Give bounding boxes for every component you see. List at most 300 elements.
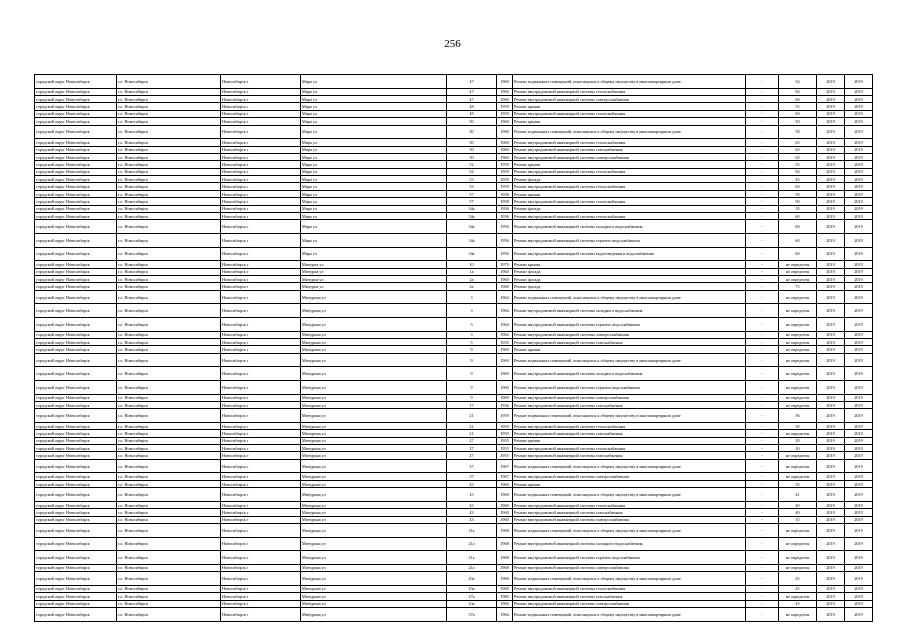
- house-number-cell: 34а: [447, 205, 497, 212]
- plan-year-start-cell: 2019: [817, 480, 845, 487]
- house-number-cell: 50: [447, 125, 497, 139]
- table-row: [35, 488, 873, 502]
- city-cell: Новосибирск г: [221, 394, 301, 401]
- city-cell: Новосибирск г: [221, 234, 301, 248]
- plan-year-start-cell: 2019: [817, 161, 845, 168]
- street-cell: Мира ул: [301, 153, 447, 160]
- wear-percent-cell: 54: [779, 75, 817, 89]
- plan-year-end-cell: 2019: [845, 422, 873, 429]
- dash-cell: -: [746, 146, 779, 153]
- dash-cell: -: [746, 125, 779, 139]
- dash-cell: -: [746, 317, 779, 331]
- city-cell: Новосибирск г: [221, 290, 301, 304]
- dash-cell: -: [746, 537, 779, 551]
- table-row: [35, 380, 873, 394]
- house-number-cell: 3: [447, 304, 497, 318]
- street-cell: Мира ул: [301, 125, 447, 139]
- district-cell: г.о. Новосибирск: [117, 198, 221, 205]
- plan-year-end-cell: 2019: [845, 183, 873, 190]
- build-year-cell: 1960: [497, 501, 513, 508]
- dash-cell: -: [746, 394, 779, 401]
- work-type-cell: Ремонт внутридомовой инженерной системы горячего водоснабжения: [513, 551, 746, 565]
- work-type-cell: Ремонт внутридомовой инженерной системы электроснабжения: [513, 600, 746, 607]
- plan-year-end-cell: 2019: [845, 380, 873, 394]
- table-row: [35, 394, 873, 401]
- plan-year-start-cell: 2019: [817, 437, 845, 444]
- wear-percent-cell: 60: [779, 88, 817, 95]
- city-cell: Новосибирск г: [221, 276, 301, 283]
- district-cell: г.о. Новосибирск: [117, 551, 221, 565]
- table-row: [35, 146, 873, 153]
- plan-year-end-cell: 2019: [845, 190, 873, 197]
- city-cell: Новосибирск г: [221, 268, 301, 275]
- work-type-cell: Ремонт внутридомовой инженерной системы теплоснабжения: [513, 88, 746, 95]
- house-number-cell: 21: [447, 430, 497, 437]
- build-year-cell: 1964: [497, 304, 513, 318]
- district-cell: г.о. Новосибирск: [117, 276, 221, 283]
- work-type-cell: Ремонт внутридомовой инженерной системы теплоснабжения: [513, 585, 746, 592]
- plan-year-start-cell: 2019: [817, 509, 845, 516]
- plan-year-start-cell: 2019: [817, 401, 845, 408]
- plan-year-end-cell: 2019: [845, 234, 873, 248]
- city-cell: Новосибирск г: [221, 551, 301, 565]
- district-cell: г.о. Новосибирск: [117, 422, 221, 429]
- municipality-cell: городской округ Новосибирск: [35, 213, 117, 220]
- street-cell: Мичуриа ул: [301, 276, 447, 283]
- build-year-cell: 1959: [497, 176, 513, 183]
- dash-cell: -: [746, 523, 779, 537]
- plan-year-start-cell: 2019: [817, 394, 845, 401]
- table-row: [35, 445, 873, 452]
- dash-cell: -: [746, 176, 779, 183]
- table-row: [35, 564, 873, 571]
- district-cell: г.о. Новосибирск: [117, 95, 221, 102]
- city-cell: Новосибирск г: [221, 437, 301, 444]
- dash-cell: -: [746, 346, 779, 353]
- plan-year-start-cell: 2019: [817, 190, 845, 197]
- work-type-cell: Ремонт внутридомовой инженерной системы горячего водоснабжения: [513, 380, 746, 394]
- plan-year-start-cell: 2019: [817, 247, 845, 261]
- build-year-cell: 1960: [497, 283, 513, 290]
- table-row: [35, 198, 873, 205]
- house-number-cell: 21а: [447, 537, 497, 551]
- table-row: [35, 600, 873, 607]
- build-year-cell: 1956: [497, 220, 513, 234]
- street-cell: Мира ул: [301, 183, 447, 190]
- work-type-cell: Ремонт крыши: [513, 118, 746, 125]
- district-cell: г.о. Новосибирск: [117, 146, 221, 153]
- district-cell: г.о. Новосибирск: [117, 103, 221, 110]
- plan-year-end-cell: 2019: [845, 353, 873, 367]
- street-cell: Мичурина ул: [301, 564, 447, 571]
- district-cell: г.о. Новосибирск: [117, 268, 221, 275]
- wear-percent-cell: не определен: [779, 276, 817, 283]
- wear-percent-cell: не определен: [779, 261, 817, 268]
- street-cell: Мира ул: [301, 168, 447, 175]
- wear-percent-cell: 40: [779, 509, 817, 516]
- district-cell: г.о. Новосибирск: [117, 501, 221, 508]
- plan-year-start-cell: 2019: [817, 501, 845, 508]
- work-type-cell: Ремонт внутридомовой инженерной системы газоснабжения: [513, 146, 746, 153]
- house-number-cell: 9: [447, 367, 497, 381]
- build-year-cell: 1960: [497, 509, 513, 516]
- dash-cell: -: [746, 509, 779, 516]
- table-row: [35, 422, 873, 429]
- district-cell: г.о. Новосибирск: [117, 283, 221, 290]
- table-row: [35, 283, 873, 290]
- plan-year-start-cell: 2019: [817, 183, 845, 190]
- wear-percent-cell: 50: [779, 190, 817, 197]
- district-cell: г.о. Новосибирск: [117, 168, 221, 175]
- street-cell: Мира ул: [301, 139, 447, 146]
- city-cell: Новосибирск г: [221, 353, 301, 367]
- plan-year-start-cell: 2019: [817, 283, 845, 290]
- wear-percent-cell: не определен: [779, 473, 817, 480]
- plan-year-start-cell: 2019: [817, 409, 845, 423]
- plan-year-end-cell: 2019: [845, 367, 873, 381]
- table-row: [35, 501, 873, 508]
- table-row: [35, 205, 873, 212]
- table-row: [35, 88, 873, 95]
- municipality-cell: городской округ Новосибирск: [35, 118, 117, 125]
- house-number-cell: 5: [447, 338, 497, 345]
- plan-year-end-cell: 2019: [845, 103, 873, 110]
- dash-cell: -: [746, 205, 779, 212]
- district-cell: г.о. Новосибирск: [117, 367, 221, 381]
- build-year-cell: 1969: [497, 394, 513, 401]
- city-cell: Новосибирск г: [221, 509, 301, 516]
- wear-percent-cell: 35: [779, 516, 817, 523]
- municipality-cell: городской округ Новосибирск: [35, 459, 117, 473]
- wear-percent-cell: не определен: [779, 459, 817, 473]
- work-type-cell: Ремонт внутридомовой инженерной системы теплоснабжения: [513, 183, 746, 190]
- municipality-cell: городской округ Новосибирск: [35, 430, 117, 437]
- street-cell: Мичурина ул: [301, 437, 447, 444]
- plan-year-end-cell: 2019: [845, 205, 873, 212]
- build-year-cell: 1960: [497, 488, 513, 502]
- work-type-cell: Ремонт внутридомовой инженерной системы электроснабжения: [513, 331, 746, 338]
- work-type-cell: Ремонт внутридомовой инженерной системы газоснабжения: [513, 338, 746, 345]
- plan-year-end-cell: 2019: [845, 537, 873, 551]
- work-type-cell: Ремонт подвальных помещений, относящихся к общему имуществу в многоквартирном доме: [513, 607, 746, 621]
- plan-year-end-cell: 2019: [845, 346, 873, 353]
- district-cell: г.о. Новосибирск: [117, 161, 221, 168]
- build-year-cell: 1964: [497, 317, 513, 331]
- street-cell: Мичурина ул: [301, 509, 447, 516]
- work-type-cell: Ремонт внутридомовой инженерной системы теплоснабжения: [513, 501, 746, 508]
- table-row: [35, 523, 873, 537]
- city-cell: Новосибирск г: [221, 585, 301, 592]
- city-cell: Новосибирск г: [221, 213, 301, 220]
- dash-cell: -: [746, 593, 779, 600]
- wear-percent-cell: 60: [779, 234, 817, 248]
- plan-year-end-cell: 2019: [845, 430, 873, 437]
- dash-cell: -: [746, 190, 779, 197]
- register-body: [35, 75, 873, 622]
- city-cell: Новосибирск г: [221, 430, 301, 437]
- house-number-cell: 10: [447, 261, 497, 268]
- table-row: [35, 176, 873, 183]
- plan-year-start-cell: 2019: [817, 75, 845, 89]
- city-cell: Новосибирск г: [221, 103, 301, 110]
- house-number-cell: 17: [447, 401, 497, 408]
- house-number-cell: 3: [447, 317, 497, 331]
- wear-percent-cell: 45: [779, 600, 817, 607]
- plan-year-end-cell: 2019: [845, 95, 873, 102]
- plan-year-start-cell: 2019: [817, 146, 845, 153]
- plan-year-start-cell: 2019: [817, 607, 845, 621]
- work-type-cell: Ремонт подвальных помещений, относящихся к общему имуществу в многоквартирном доме: [513, 459, 746, 473]
- work-type-cell: Ремонт внутридомовой инженерной системы теплоснабжения: [513, 422, 746, 429]
- table-row: [35, 367, 873, 381]
- dash-cell: -: [746, 75, 779, 89]
- street-cell: Мира ул: [301, 234, 447, 248]
- street-cell: Мира ул: [301, 198, 447, 205]
- work-type-cell: Ремонт подвальных помещений, относящихся к общему имуществу в многоквартирном доме: [513, 409, 746, 423]
- district-cell: г.о. Новосибирск: [117, 488, 221, 502]
- street-cell: Мичурина ул: [301, 409, 447, 423]
- plan-year-end-cell: 2019: [845, 268, 873, 275]
- street-cell: Мира ул: [301, 247, 447, 261]
- plan-year-start-cell: 2019: [817, 176, 845, 183]
- plan-year-start-cell: 2019: [817, 139, 845, 146]
- plan-year-start-cell: 2019: [817, 234, 845, 248]
- build-year-cell: 1959: [497, 422, 513, 429]
- plan-year-end-cell: 2019: [845, 139, 873, 146]
- municipality-cell: городской округ Новосибирск: [35, 198, 117, 205]
- work-type-cell: Ремонт внутридомовой инженерной системы горячего водоснабжения: [513, 234, 746, 248]
- work-type-cell: Ремонт внутридомовой инженерной системы холодного водоснабжения: [513, 220, 746, 234]
- municipality-cell: городской округ Новосибирск: [35, 234, 117, 248]
- street-cell: Мичурина ул: [301, 459, 447, 473]
- house-number-cell: 47: [447, 88, 497, 95]
- dash-cell: -: [746, 401, 779, 408]
- dash-cell: -: [746, 380, 779, 394]
- build-year-cell: 1955: [497, 452, 513, 459]
- wear-percent-cell: 35: [779, 480, 817, 487]
- table-row: [35, 473, 873, 480]
- plan-year-start-cell: 2019: [817, 585, 845, 592]
- plan-year-start-cell: 2019: [817, 593, 845, 600]
- wear-percent-cell: 60: [779, 168, 817, 175]
- table-row: [35, 261, 873, 268]
- house-number-cell: 53: [447, 183, 497, 190]
- build-year-cell: 1959: [497, 110, 513, 117]
- district-cell: г.о. Новосибирск: [117, 125, 221, 139]
- build-year-cell: 1956: [497, 247, 513, 261]
- wear-percent-cell: 50: [779, 198, 817, 205]
- district-cell: г.о. Новосибирск: [117, 480, 221, 487]
- municipality-cell: городской округ Новосибирск: [35, 331, 117, 338]
- plan-year-start-cell: 2019: [817, 473, 845, 480]
- wear-percent-cell: не определен: [779, 523, 817, 537]
- wear-percent-cell: 60: [779, 183, 817, 190]
- district-cell: г.о. Новосибирск: [117, 430, 221, 437]
- plan-year-end-cell: 2019: [845, 564, 873, 571]
- dash-cell: -: [746, 95, 779, 102]
- wear-percent-cell: 55: [779, 103, 817, 110]
- wear-percent-cell: 65: [779, 146, 817, 153]
- plan-year-start-cell: 2019: [817, 346, 845, 353]
- city-cell: Новосибирск г: [221, 473, 301, 480]
- district-cell: г.о. Новосибирск: [117, 394, 221, 401]
- build-year-cell: 1964: [497, 607, 513, 621]
- dash-cell: -: [746, 437, 779, 444]
- table-row: [35, 268, 873, 275]
- dash-cell: -: [746, 168, 779, 175]
- district-cell: г.о. Новосибирск: [117, 572, 221, 586]
- wear-percent-cell: не определен: [779, 430, 817, 437]
- district-cell: г.о. Новосибирск: [117, 564, 221, 571]
- work-type-cell: Ремонт подвальных помещений, относящихся к общему имуществу в многоквартирном доме: [513, 523, 746, 537]
- build-year-cell: 1958: [497, 190, 513, 197]
- plan-year-start-cell: 2019: [817, 516, 845, 523]
- work-type-cell: Ремонт подвальных помещений, относящихся к общему имуществу в многоквартирном доме: [513, 290, 746, 304]
- build-year-cell: 1960: [497, 276, 513, 283]
- city-cell: Новосибирск г: [221, 110, 301, 117]
- city-cell: Новосибирск г: [221, 607, 301, 621]
- table-row: [35, 317, 873, 331]
- build-year-cell: 1960: [497, 268, 513, 275]
- table-row: [35, 125, 873, 139]
- work-type-cell: Ремонт внутридомовой инженерной системы теплоснабжения: [513, 168, 746, 175]
- dash-cell: -: [746, 551, 779, 565]
- district-cell: г.о. Новосибирск: [117, 401, 221, 408]
- plan-year-end-cell: 2019: [845, 452, 873, 459]
- build-year-cell: 1958: [497, 198, 513, 205]
- table-row: [35, 183, 873, 190]
- municipality-cell: городской округ Новосибирск: [35, 290, 117, 304]
- district-cell: г.о. Новосибирск: [117, 331, 221, 338]
- district-cell: г.о. Новосибирск: [117, 213, 221, 220]
- wear-percent-cell: 30: [779, 445, 817, 452]
- municipality-cell: городской округ Новосибирск: [35, 353, 117, 367]
- dash-cell: -: [746, 564, 779, 571]
- table-row: [35, 401, 873, 408]
- dash-cell: -: [746, 600, 779, 607]
- city-cell: Новосибирск г: [221, 331, 301, 338]
- plan-year-end-cell: 2019: [845, 125, 873, 139]
- district-cell: г.о. Новосибирск: [117, 153, 221, 160]
- dash-cell: -: [746, 118, 779, 125]
- city-cell: Новосибирск г: [221, 283, 301, 290]
- municipality-cell: городской округ Новосибирск: [35, 139, 117, 146]
- house-number-cell: 21а: [447, 564, 497, 571]
- plan-year-end-cell: 2019: [845, 290, 873, 304]
- street-cell: Мичурина ул: [301, 317, 447, 331]
- table-row: [35, 480, 873, 487]
- house-number-cell: 50: [447, 146, 497, 153]
- plan-year-start-cell: 2019: [817, 537, 845, 551]
- district-cell: г.о. Новосибирск: [117, 139, 221, 146]
- dash-cell: -: [746, 103, 779, 110]
- plan-year-end-cell: 2019: [845, 572, 873, 586]
- street-cell: Мира ул: [301, 220, 447, 234]
- table-row: [35, 75, 873, 89]
- house-number-cell: 53: [447, 176, 497, 183]
- plan-year-start-cell: 2019: [817, 276, 845, 283]
- plan-year-end-cell: 2019: [845, 593, 873, 600]
- municipality-cell: городской округ Новосибирск: [35, 146, 117, 153]
- dash-cell: -: [746, 276, 779, 283]
- street-cell: Мира ул: [301, 213, 447, 220]
- district-cell: г.о. Новосибирск: [117, 523, 221, 537]
- plan-year-end-cell: 2019: [845, 276, 873, 283]
- plan-year-start-cell: 2019: [817, 353, 845, 367]
- dash-cell: -: [746, 445, 779, 452]
- city-cell: Новосибирск г: [221, 459, 301, 473]
- work-type-cell: Ремонт фасада: [513, 283, 746, 290]
- street-cell: Мичурина ул: [301, 394, 447, 401]
- district-cell: г.о. Новосибирск: [117, 247, 221, 261]
- build-year-cell: 1968: [497, 564, 513, 571]
- city-cell: Новосибирск г: [221, 88, 301, 95]
- build-year-cell: 1959: [497, 409, 513, 423]
- dash-cell: -: [746, 459, 779, 473]
- capital-repair-register-table: [34, 74, 873, 622]
- plan-year-start-cell: 2019: [817, 572, 845, 586]
- district-cell: г.о. Новосибирск: [117, 304, 221, 318]
- plan-year-end-cell: 2019: [845, 261, 873, 268]
- table-row: [35, 190, 873, 197]
- municipality-cell: городской округ Новосибирск: [35, 600, 117, 607]
- district-cell: г.о. Новосибирск: [117, 600, 221, 607]
- municipality-cell: городской округ Новосибирск: [35, 523, 117, 537]
- build-year-cell: 1959: [497, 430, 513, 437]
- house-number-cell: 1а: [447, 268, 497, 275]
- work-type-cell: Ремонт подвальных помещений, относящихся к общему имуществу в многоквартирном доме: [513, 75, 746, 89]
- dash-cell: -: [746, 430, 779, 437]
- plan-year-start-cell: 2019: [817, 564, 845, 571]
- plan-year-end-cell: 2019: [845, 445, 873, 452]
- plan-year-end-cell: 2019: [845, 220, 873, 234]
- plan-year-start-cell: 2019: [817, 459, 845, 473]
- house-number-cell: 47: [447, 75, 497, 89]
- municipality-cell: городской округ Новосибирск: [35, 367, 117, 381]
- work-type-cell: Ремонт фасада: [513, 276, 746, 283]
- table-row: [35, 276, 873, 283]
- street-cell: Мичурина ул: [301, 331, 447, 338]
- build-year-cell: 1969: [497, 346, 513, 353]
- street-cell: Мичурина ул: [301, 572, 447, 586]
- street-cell: Мира ул: [301, 190, 447, 197]
- house-number-cell: 48: [447, 103, 497, 110]
- municipality-cell: городской округ Новосибирск: [35, 247, 117, 261]
- dash-cell: -: [746, 488, 779, 502]
- municipality-cell: городской округ Новосибирск: [35, 75, 117, 89]
- build-year-cell: 1960: [497, 480, 513, 487]
- work-type-cell: Ремонт крыши: [513, 480, 746, 487]
- city-cell: Новосибирск г: [221, 401, 301, 408]
- municipality-cell: городской округ Новосибирск: [35, 110, 117, 117]
- district-cell: г.о. Новосибирск: [117, 380, 221, 394]
- build-year-cell: 1968: [497, 523, 513, 537]
- plan-year-start-cell: 2019: [817, 268, 845, 275]
- dash-cell: -: [746, 304, 779, 318]
- table-row: [35, 220, 873, 234]
- district-cell: г.о. Новосибирск: [117, 88, 221, 95]
- district-cell: г.о. Новосибирск: [117, 509, 221, 516]
- table-row: [35, 452, 873, 459]
- plan-year-start-cell: 2019: [817, 488, 845, 502]
- plan-year-end-cell: 2019: [845, 585, 873, 592]
- table-row: [35, 118, 873, 125]
- street-cell: Мичуриа ул: [301, 283, 447, 290]
- wear-percent-cell: не определен: [779, 290, 817, 304]
- plan-year-end-cell: 2019: [845, 75, 873, 89]
- municipality-cell: городской округ Новосибирск: [35, 509, 117, 516]
- municipality-cell: городской округ Новосибирск: [35, 607, 117, 621]
